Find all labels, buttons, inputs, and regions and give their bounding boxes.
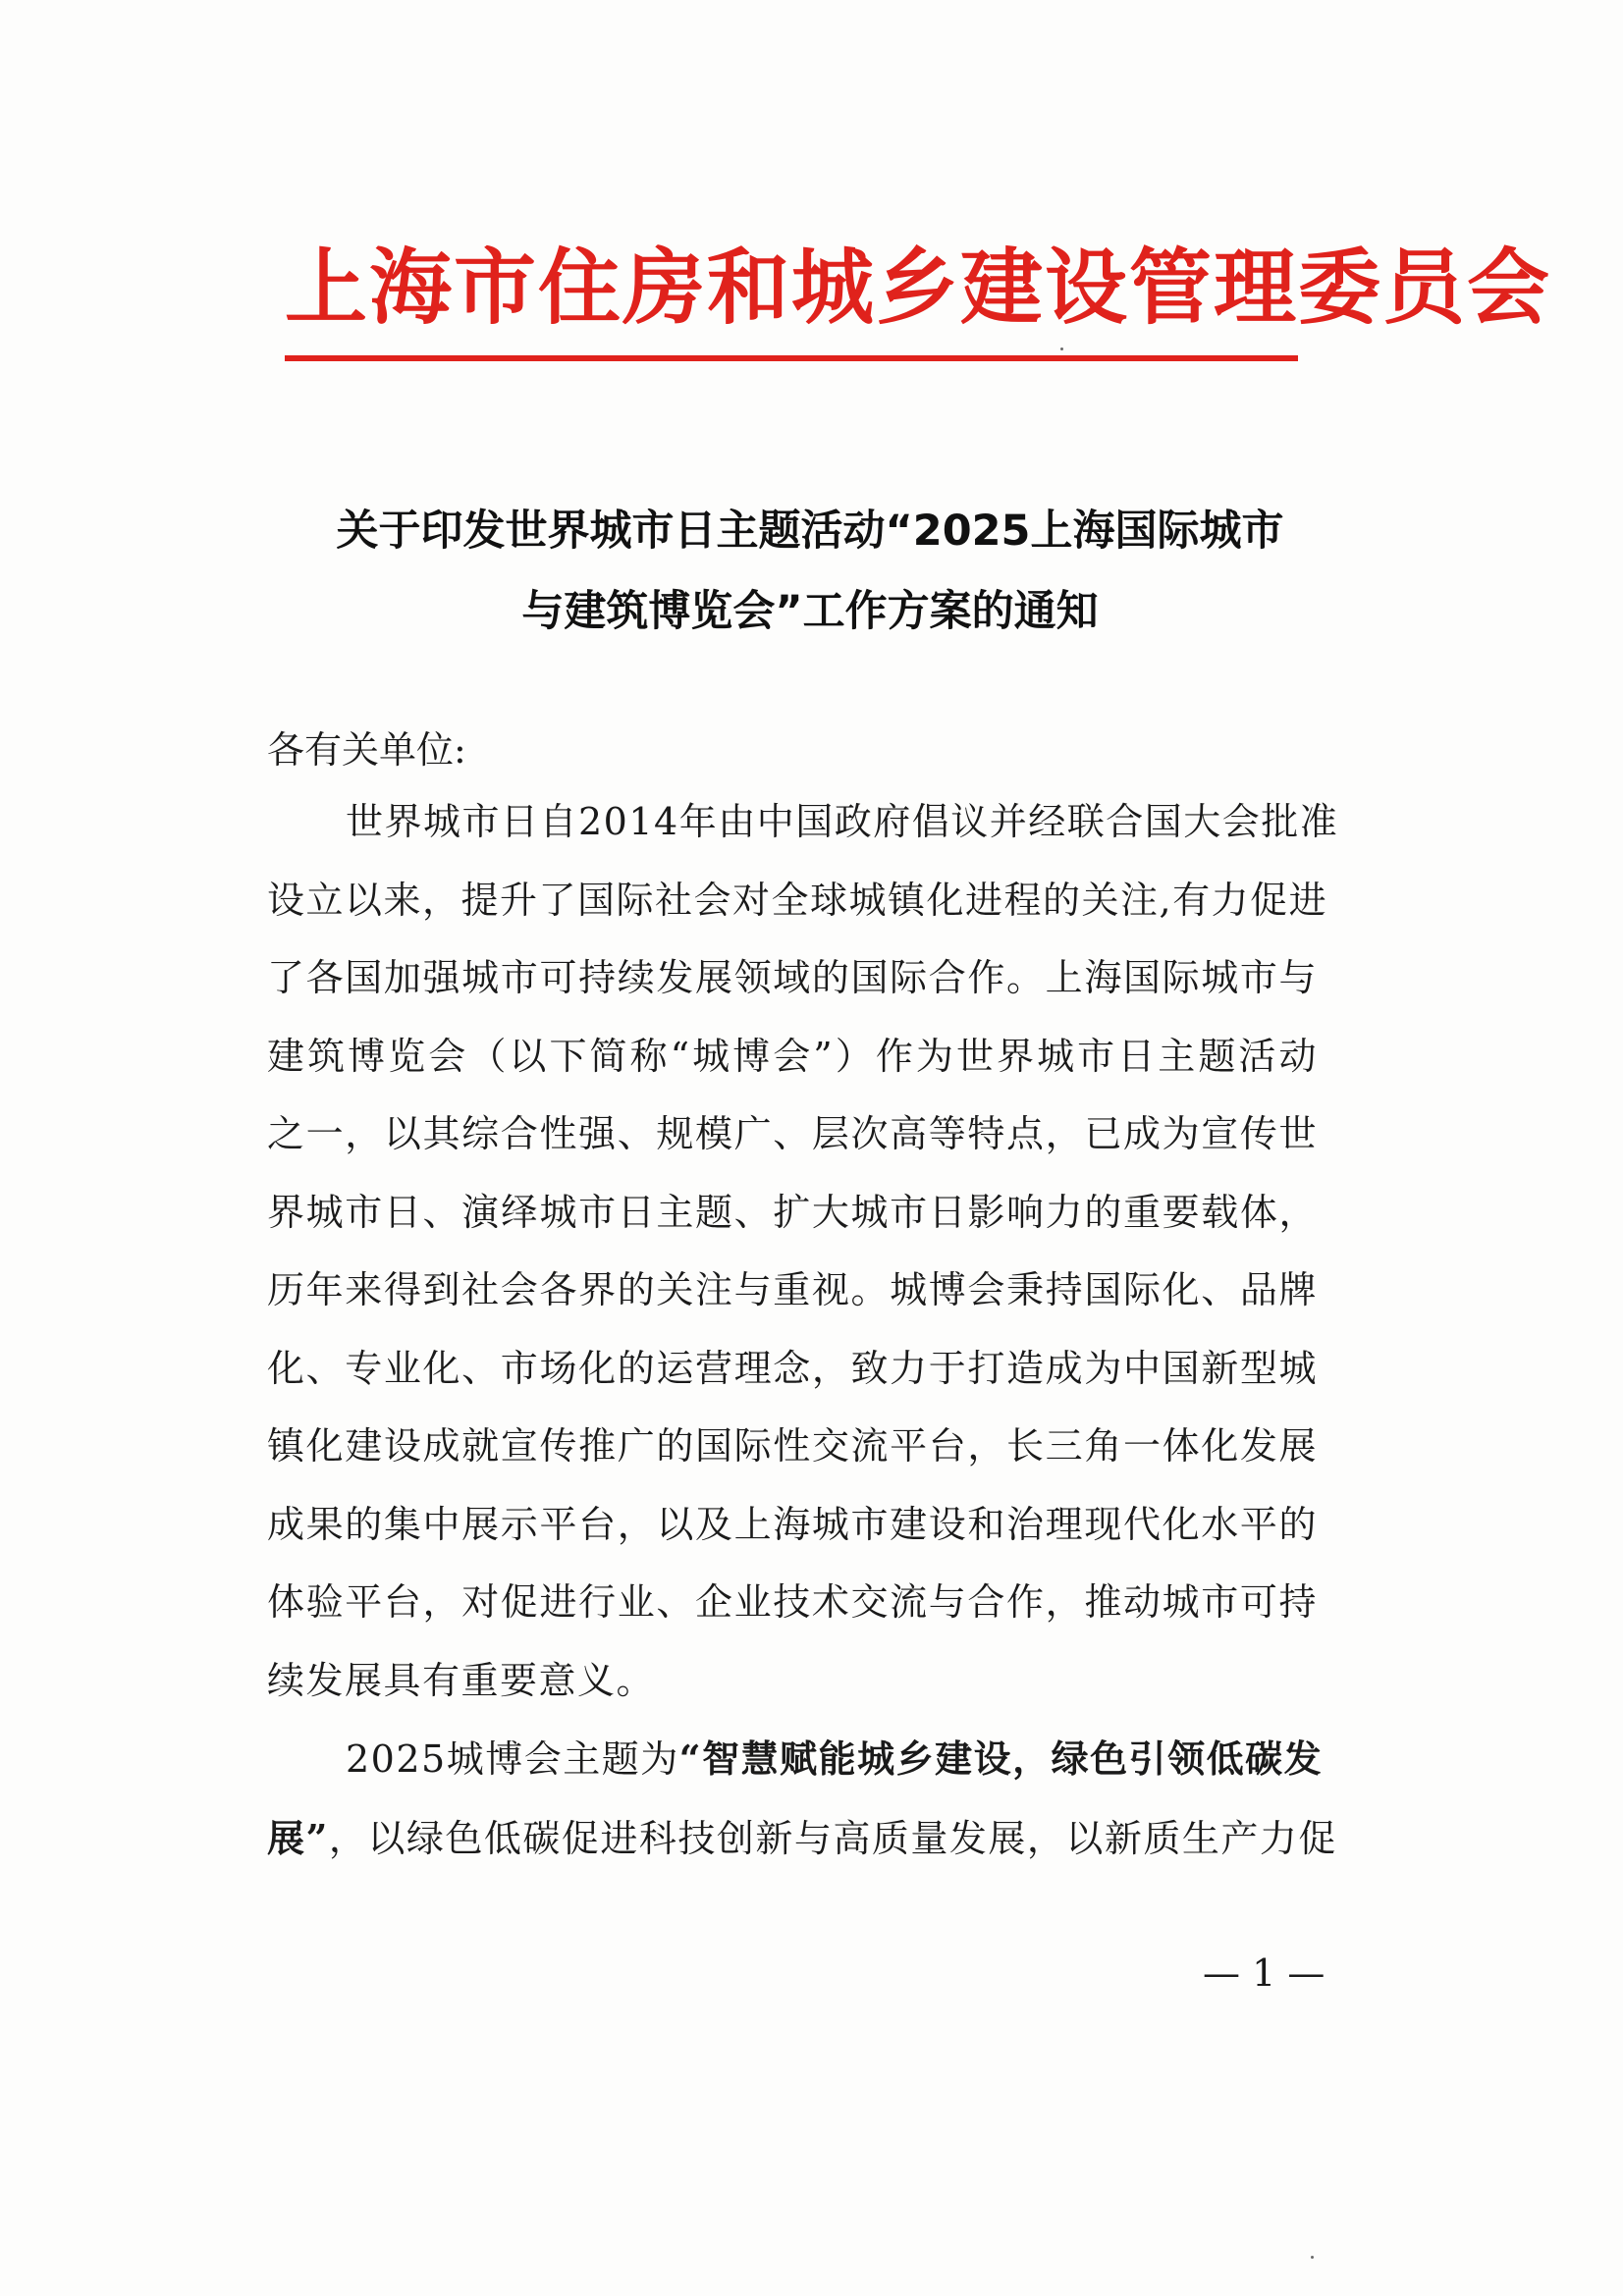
body-text [267, 783, 1339, 1878]
document-title-line-2: 与建筑博览会”工作方案的通知 [521, 587, 1099, 636]
paragraph-1-line: 界城市日、演绎城市日主题、扩大城市日影响力的重要载体， [267, 1190, 1318, 1234]
document-title [245, 491, 1375, 652]
paragraph-1-line: 续发展具有重要意义。 [267, 1658, 656, 1702]
paragraph-1-line: 世界城市日自2014年由中国政府倡议并经联合国大会批准 [346, 800, 1339, 843]
salutation: 各有关单位: [267, 728, 466, 772]
scan-speck [1060, 347, 1063, 350]
page-number: — 1 — [1203, 1951, 1325, 1995]
paragraph-1-line: 设立以来，提升了国际社会对全球城镇化进程的关注,有力促进 [267, 878, 1328, 922]
paragraph-1-line: 化、专业化、市场化的运营理念，致力于打造成为中国新型城 [267, 1346, 1318, 1390]
paragraph-1-line: 了各国加强城市可持续发展领域的国际合作。上海国际城市与 [267, 956, 1318, 999]
paragraph-1-line: 之一，以其综合性强、规模广、层次高等特点，已成为宣传世 [267, 1112, 1318, 1155]
paragraph-2-line-2 [267, 1799, 1337, 1879]
paragraph-2-theme-start: “智慧赋能城乡建设，绿色引领低碳发 [678, 1736, 1324, 1781]
paragraph-2-theme-end: 展” [267, 1815, 329, 1860]
paragraph-1-line: 历年来得到社会各界的关注与重视。城博会秉持国际化、品牌 [267, 1268, 1318, 1311]
paragraph-1-line: 体验平台，对促进行业、企业技术交流与合作，推动城市可持 [267, 1580, 1318, 1624]
paragraph-1-line: 成果的集中展示平台，以及上海城市建设和治理现代化水平的 [267, 1502, 1318, 1546]
paragraph-2-rest: ，以绿色低碳促进科技创新与高质量发展，以新质生产力促 [328, 1816, 1337, 1860]
issuing-organization-header: 上海市住房和城乡建设管理委员会 [285, 239, 1552, 336]
paragraph-1-line: 镇化建设成就宣传推广的国际性交流平台，长三角一体化发展 [267, 1424, 1318, 1468]
paragraph-1-line: 建筑博览会（以下简称“城博会”）作为世界城市日主题活动 [267, 1034, 1318, 1078]
paragraph-2-line-1 [267, 1720, 1324, 1799]
red-header-rule [285, 355, 1298, 361]
paragraph-2-prefix: 2025城博会主题为 [346, 1737, 679, 1781]
document-title-line-1: 关于印发世界城市日主题活动“2025上海国际城市 [336, 507, 1284, 556]
scan-speck [1311, 2256, 1314, 2259]
